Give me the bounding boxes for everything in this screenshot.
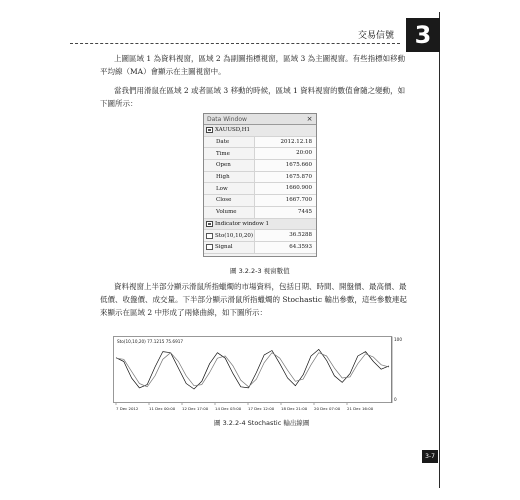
stochastic-chart-svg: [113, 336, 403, 412]
paragraph-1: 上圖區域 1 為資料視窗，區域 2 為副圖指標視窗，區域 3 為主圖視窗。有些指標如移動平均線（MA）會顯示在主圖視窗中。: [100, 54, 406, 76]
x-tick-label: 14 Dec 03:00: [215, 406, 242, 411]
chapter-number-tab: 3: [406, 18, 440, 52]
x-tick-label: 7 Dec 2012: [116, 406, 139, 411]
indicator-row: Sto(10,10,20) 36.5288: [204, 230, 316, 242]
paragraph-3: 資料視窗上半部分顯示滑鼠所指蠟燭的市場資料，包括日期、時間、開盤價、最高價、最低價、收盤價、成交量。下半部分顯示滑鼠所指蠟燭的 Stochastic 輸出參數，這些參數連起來顯示在區域 2 中形成了兩條曲線，如下圖所示：: [100, 282, 407, 317]
x-tick-label: 18 Dec 21:00: [281, 406, 308, 411]
signal-line-icon: [206, 244, 213, 250]
x-tick-label: 12 Dec 17:00: [182, 406, 209, 411]
figure-caption-stochastic: 圖 3.2.2-4 Stochastic 輸出線圖: [214, 419, 310, 427]
page-edge-line: [439, 12, 440, 488]
figure-caption-data-window: 圖 3.2.2-3 視窗數值: [230, 267, 290, 275]
indicator-row: Signal 64.3593: [204, 242, 316, 254]
close-icon: ×: [306, 115, 313, 123]
data-row: High 1675.870: [204, 172, 316, 184]
data-row: Time 20:00: [204, 148, 316, 160]
x-tick-label: 20 Dec 07:00: [314, 406, 341, 411]
chart-window-icon: [206, 127, 213, 133]
page-number: 3-7: [422, 450, 438, 463]
x-tick-label: 17 Dec 12:00: [248, 406, 275, 411]
stochastic-chart: [113, 336, 403, 412]
data-row: Open 1675.660: [204, 160, 316, 172]
data-row: Low 1660.900: [204, 183, 316, 195]
chart-title: Sto(10,10,20) 77.1215 75.6917: [117, 339, 184, 344]
x-tick-label: 11 Dec 00:00: [149, 406, 176, 411]
data-row: Close 1667.700: [204, 195, 316, 207]
indicator-section-row: Indicator window 1: [204, 219, 316, 231]
x-tick-label: 21 Dec 16:00: [347, 406, 374, 411]
paragraph-2: 當我們用滑鼠在區域 2 或者區域 3 移動的時候，區域 1 資料視窗的數值會隨之變動，如下圖所示：: [100, 86, 406, 108]
plot-frame: [114, 337, 392, 403]
y-tick-label: 100: [394, 337, 402, 342]
data-row: Volume 7445: [204, 207, 316, 219]
chapter-header: [70, 21, 440, 49]
y-tick-label: 0: [394, 397, 397, 402]
chapter-title: 交易信號: [357, 31, 394, 41]
header-rule: [70, 43, 400, 44]
symbol-row: XAUUSD,H1: [204, 125, 316, 137]
data-row: Date 2012.12.18: [204, 137, 316, 149]
stochastic-line-icon: [206, 233, 213, 239]
x-axis-ticks: [116, 403, 374, 411]
data-window-title: Data Window ×: [204, 114, 316, 125]
data-window-screenshot: [203, 113, 317, 257]
indicator-window-icon: [206, 221, 213, 227]
